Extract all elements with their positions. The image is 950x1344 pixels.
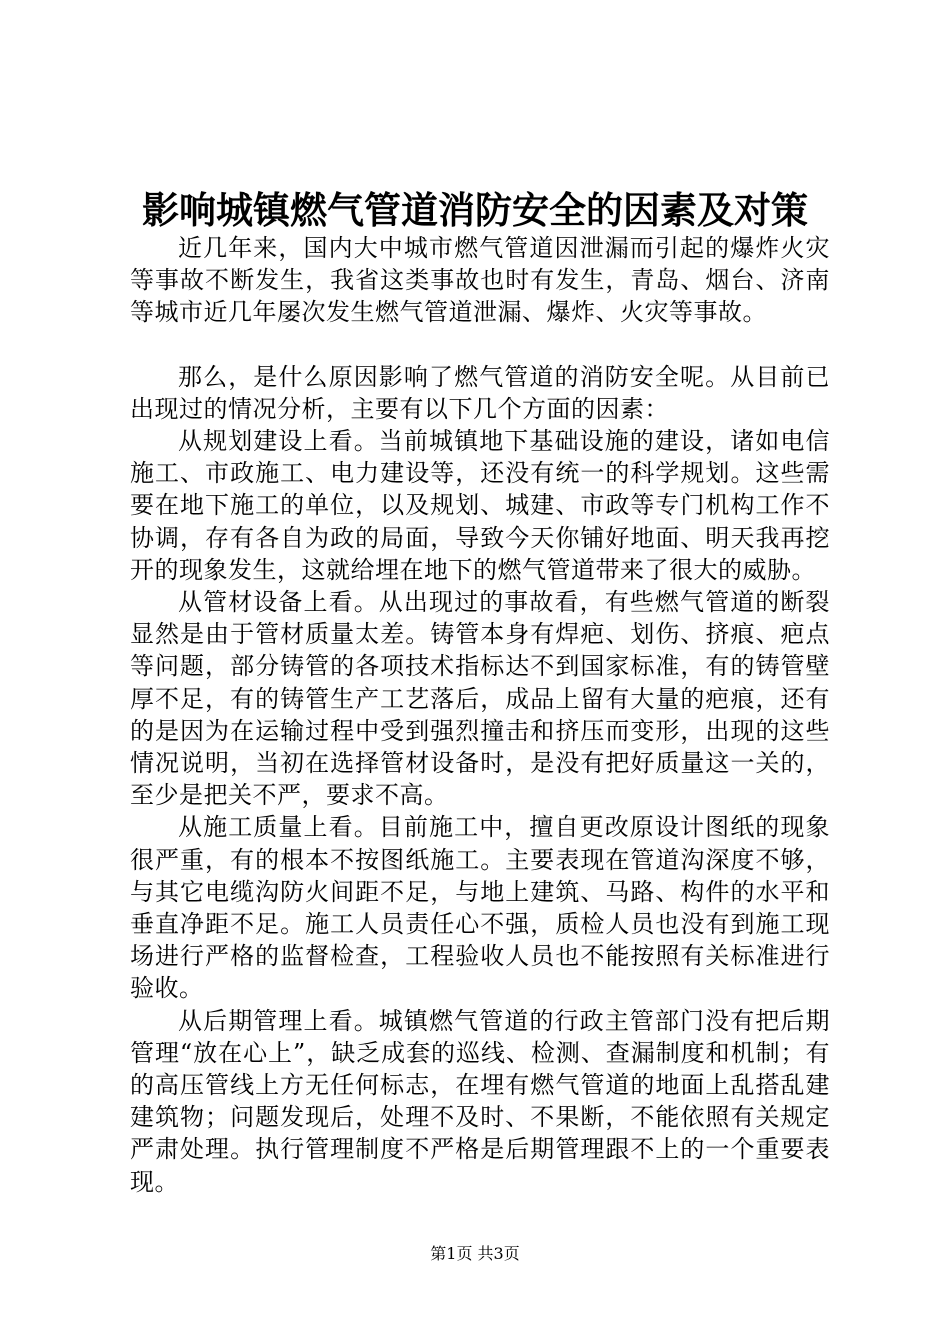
document-body [130,232,830,1198]
paragraph-intro: 近几年来，国内大中城市燃气管道因泄漏而引起的爆炸火灾等事故不断发生，我省这类事故也时有发生，青岛、烟台、济南等城市近几年屡次发生燃气管道泄漏、爆炸、火灾等事故。 [130,234,830,327]
paragraph-question: 那么，是什么原因影响了燃气管道的消防安全呢。从目前已出现过的情况分析，主要有以下几个方面的因素： [130,362,830,423]
paragraph-planning: 从规划建设上看。当前城镇地下基础设施的建设，诸如电信施工、市政施工、电力建设等，还没有统一的科学规划。这些需要在地下施工的单位，以及规划、城建、市政等专门机构工作不协调，存有各自为政的局面，导致今天你铺好地面、明天我再挖开的现象发生，这就给埋在地下的燃气管道带来了很大的威胁。 [130,427,830,584]
paragraph-management: 从后期管理上看。城镇燃气管道的行政主管部门没有把后期管理“放在心上”，缺乏成套的巡线、检测、查漏制度和机制；有的高压管线上方无任何标志，在埋有燃气管道的地面上乱搭乱建建筑物；问题发现后，处理不及时、不果断，不能依照有关规定严肃处理。执行管理制度不严格是后期管理跟不上的一个重要表现。 [130,1006,830,1196]
page-number-footer: 第1页 共3页 [430,1244,520,1263]
paragraph-construction: 从施工质量上看。目前施工中，擅自更改原设计图纸的现象很严重，有的根本不按图纸施工。主要表现在管道沟深度不够，与其它电缆沟防火间距不足，与地上建筑、马路、构件的水平和垂直净距不足。施工人员责任心不强，质检人员也没有到施工现场进行严格的监督检查，工程验收人员也不能按照有关标准进行验收。 [130,813,830,1003]
document-title: 影响城镇燃气管道消防安全的因素及对策 [142,188,808,232]
paragraph-gap [130,329,830,361]
paragraph-materials: 从管材设备上看。从出现过的事故看，有些燃气管道的断裂显然是由于管材质量太差。铸管本身有焊疤、划伤、挤痕、疤点等问题，部分铸管的各项技术指标达不到国家标准，有的铸管壁厚不足，有的铸管生产工艺落后，成品上留有大量的疤痕，还有的是因为在运输过程中受到强烈撞击和挤压而变形，出现的这些情况说明，当初在选择管材设备时，是没有把好质量这一关的，至少是把关不严，要求不高。 [130,588,830,810]
